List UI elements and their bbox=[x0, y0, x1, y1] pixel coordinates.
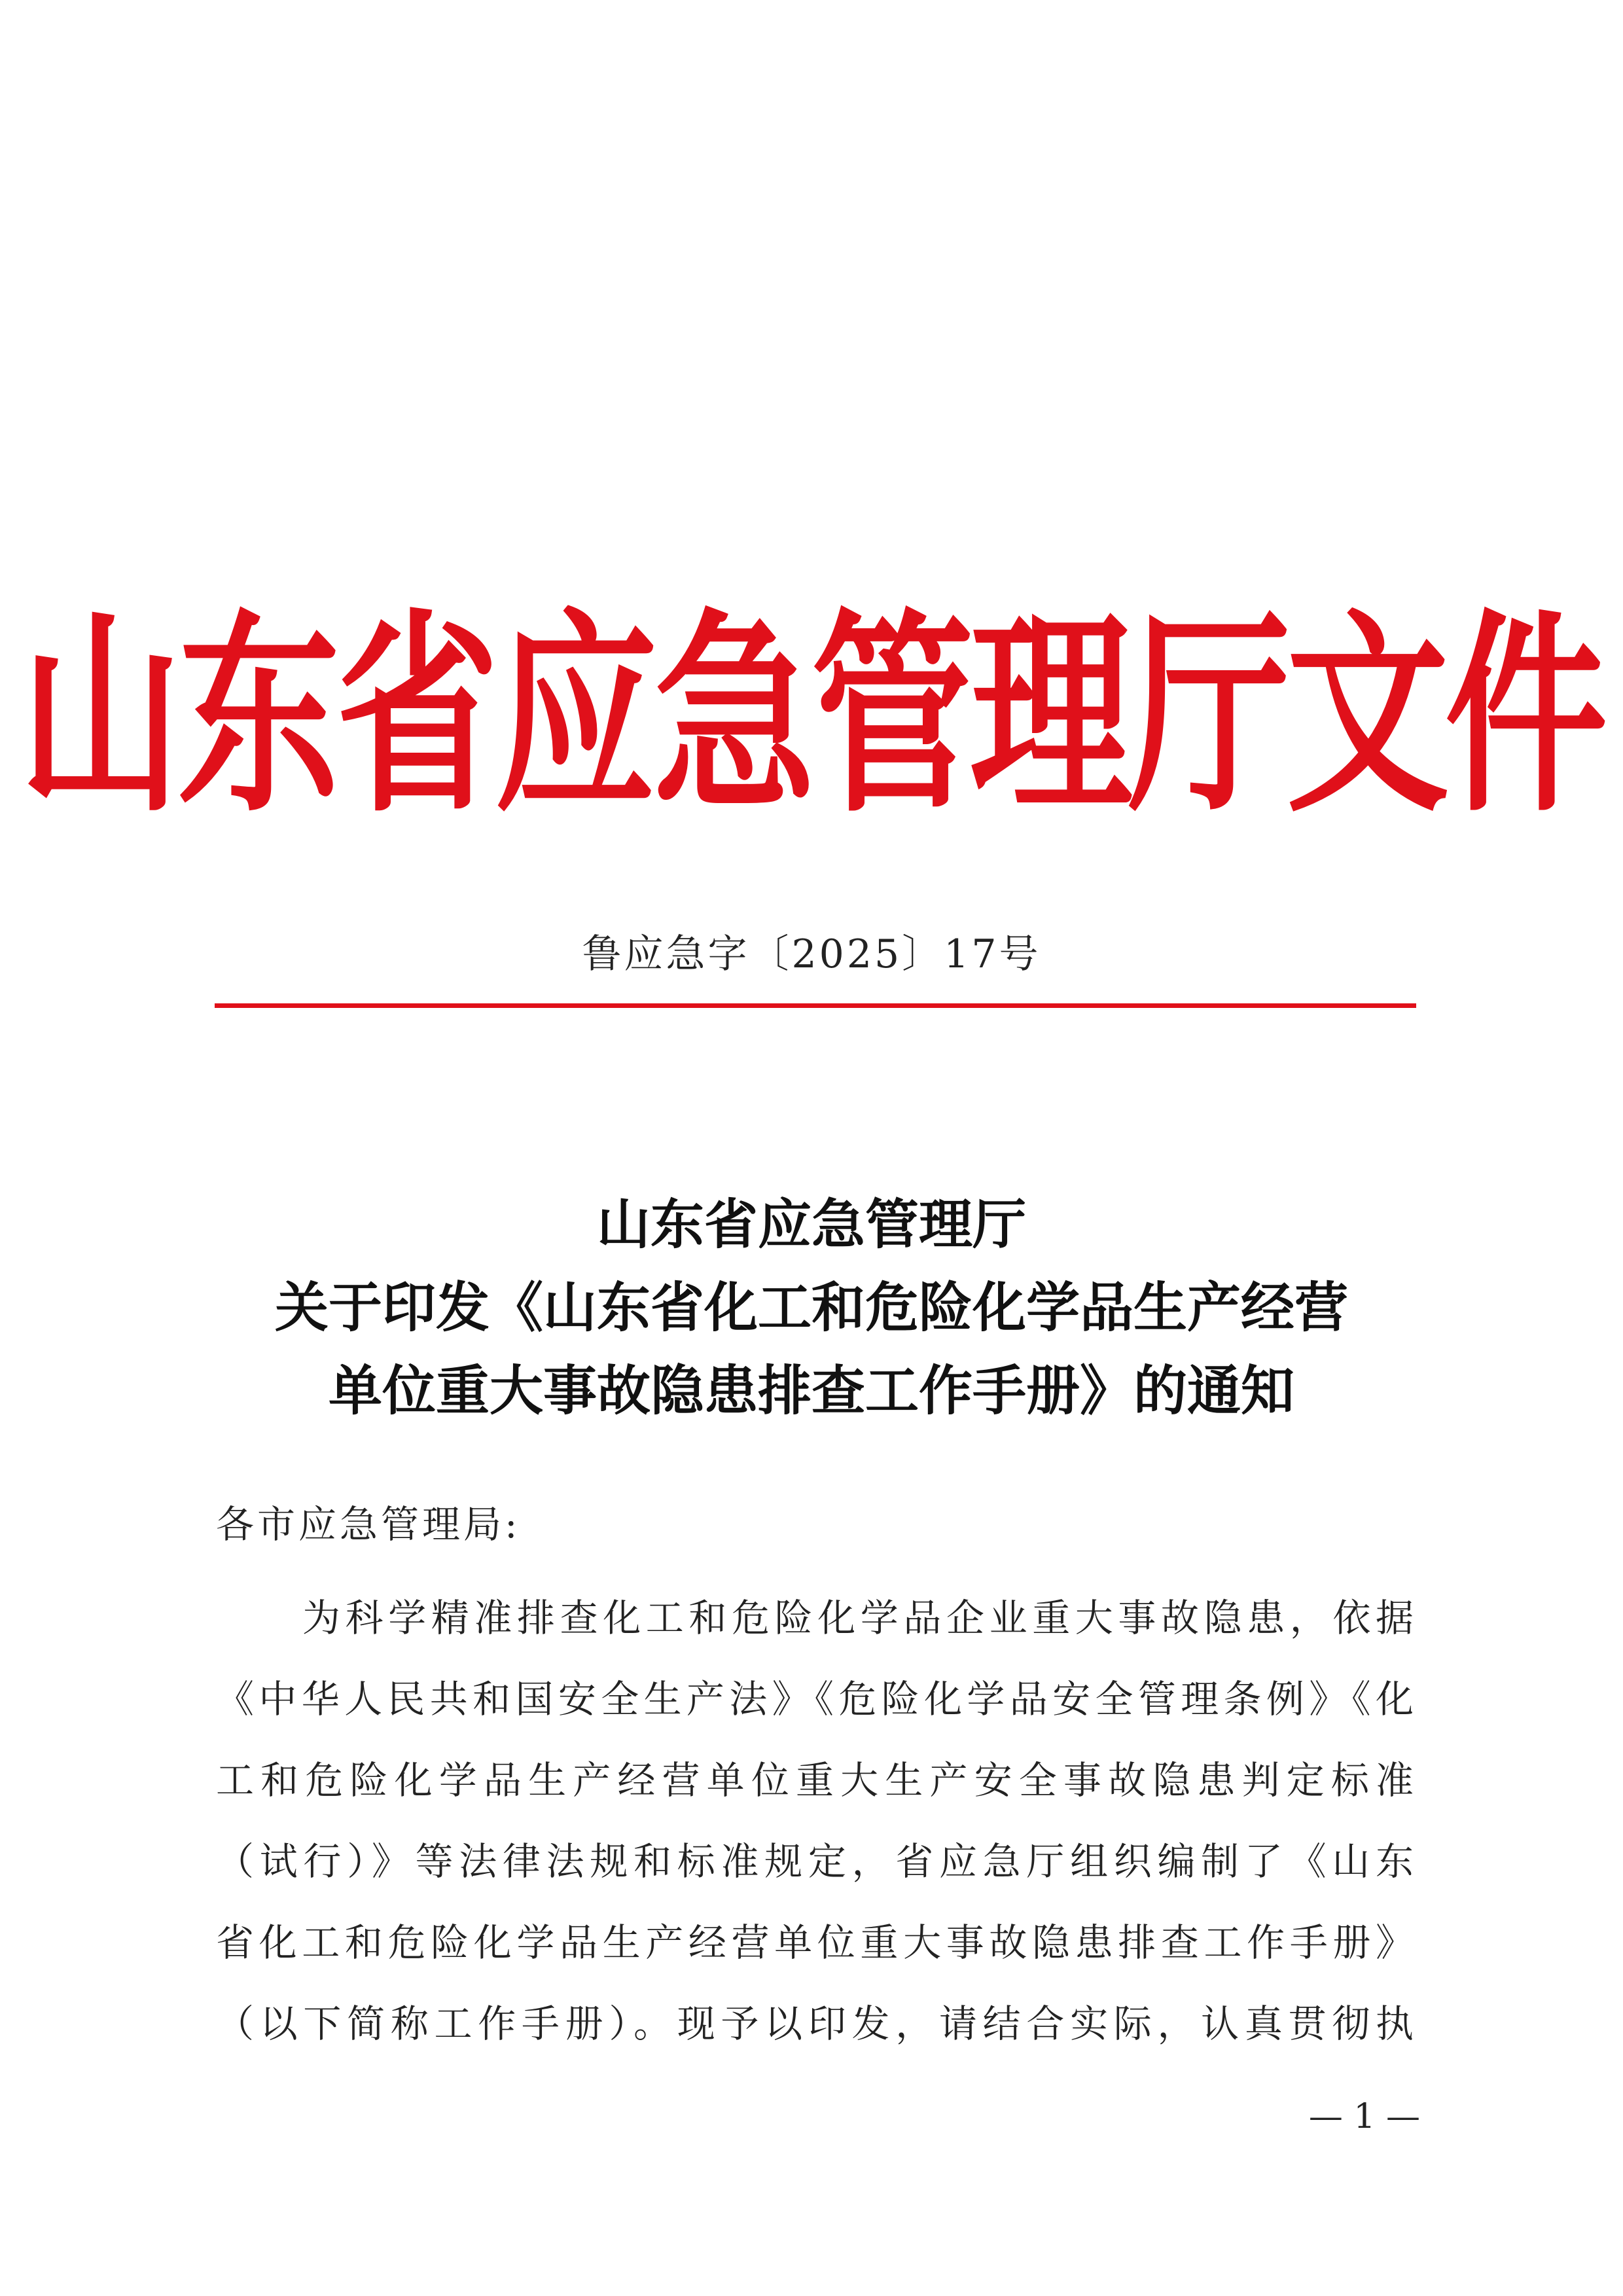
notice-title bbox=[0, 1183, 1623, 1433]
body-paragraph bbox=[216, 1577, 1414, 2064]
body-line: 省化工和危险化学品生产经营单位重大事故隐患排查工作手册》 bbox=[216, 1920, 1414, 1965]
body-line: 《中华人民共和国安全生产法》《危险化学品安全管理条例》《化 bbox=[216, 1677, 1414, 1721]
salutation: 各市应急管理局: bbox=[216, 1502, 521, 1547]
title-line-issuer: 山东省应急管理厅 bbox=[596, 1193, 1026, 1256]
title-line-subject-2: 单位重大事故隐患排查工作手册》的通知 bbox=[328, 1359, 1294, 1422]
title-line-subject-1: 关于印发《山东省化工和危险化学品生产经营 bbox=[274, 1276, 1348, 1339]
body-line: 为科学精准排查化工和危险化学品企业重大事故隐患，依据 bbox=[302, 1596, 1414, 1640]
body-line: （以下简称工作手册）。现予以印发，请结合实际，认真贯彻执 bbox=[216, 2001, 1414, 2046]
body-line: 工和危险化学品生产经营单位重大生产安全事故隐患判定标准 bbox=[216, 1758, 1414, 1803]
masthead-title: 山东省应急管理厅文件 bbox=[20, 589, 1603, 842]
page-number: — 1 — bbox=[1308, 2097, 1420, 2136]
red-divider-line bbox=[215, 1003, 1416, 1008]
document-number: 鲁应急字〔2025〕17号 bbox=[582, 931, 1041, 977]
body-line: （试行）》等法律法规和标准规定，省应急厅组织编制了《山东 bbox=[216, 1839, 1414, 1884]
